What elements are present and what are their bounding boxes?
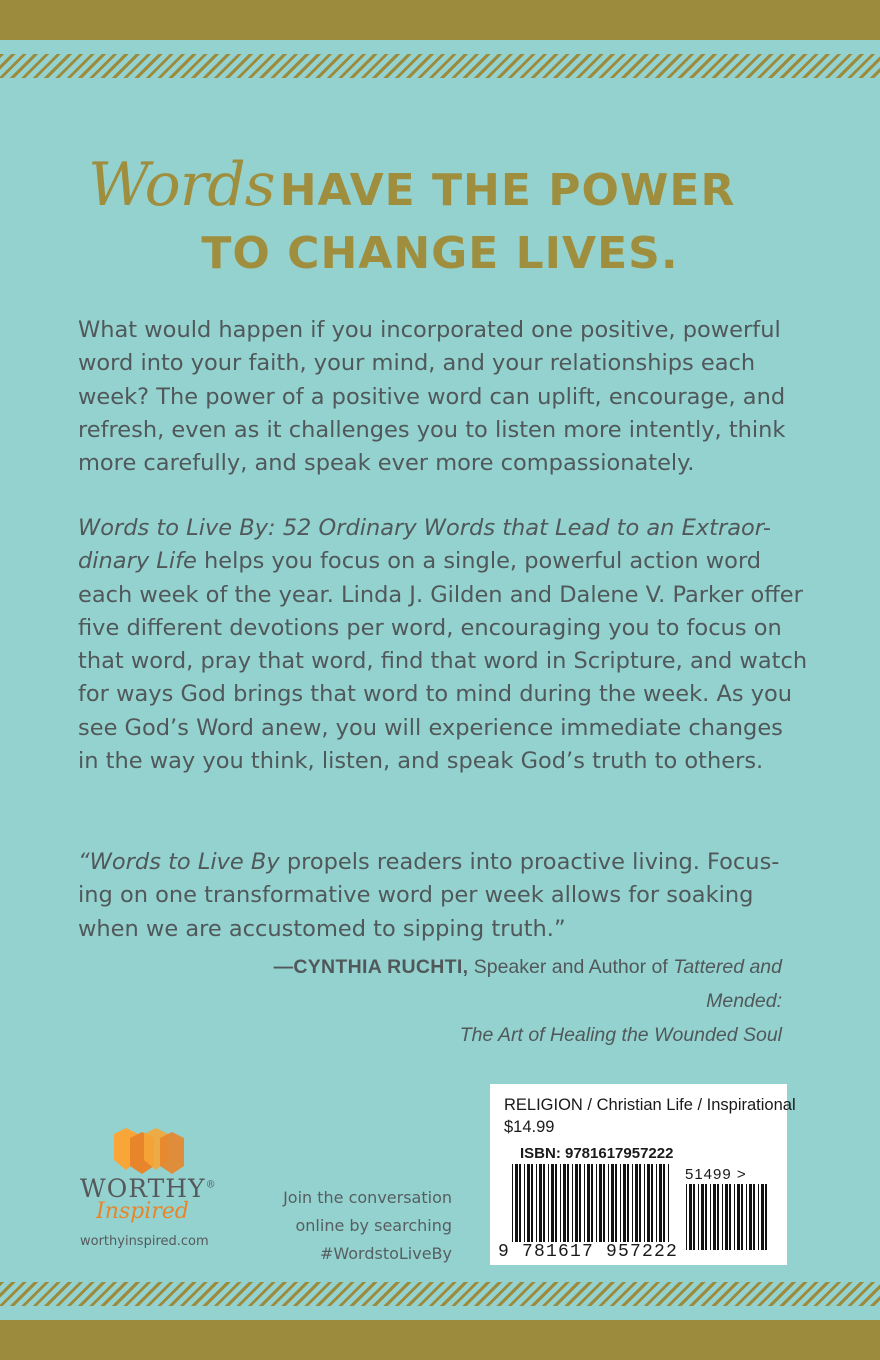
isbn-label: ISBN: 9781617957222 — [520, 1145, 674, 1162]
barcode-bar — [765, 1184, 767, 1250]
barcode-bar — [644, 1164, 645, 1242]
headline-line-1-caps: HAVE THE POWER — [279, 165, 736, 216]
barcode-bar — [596, 1164, 597, 1242]
social-callout — [240, 1184, 452, 1268]
barcode-bar — [627, 1164, 629, 1242]
barcode-bar — [519, 1164, 521, 1242]
ean-barcode — [512, 1164, 672, 1242]
barcode-bar — [698, 1184, 699, 1250]
bisac-category: RELIGION / Christian Life / Inspirational — [504, 1096, 796, 1114]
barcode-bar — [587, 1164, 590, 1242]
barcode-bar — [623, 1164, 626, 1242]
barcode-bar — [539, 1164, 542, 1242]
barcode-bar — [651, 1164, 653, 1242]
barcode-bar — [543, 1164, 545, 1242]
bottom-gold-band — [0, 1320, 880, 1360]
barcode-bar — [620, 1164, 621, 1242]
barcode-bar — [560, 1164, 561, 1242]
barcode-bar — [603, 1164, 605, 1242]
barcode-bar — [584, 1164, 585, 1242]
barcode-bar — [753, 1184, 755, 1250]
barcode-bar — [515, 1164, 518, 1242]
description-paragraph-1: What would happen if you incorporated one positive, powerful word into your faith, your mind, and your relationships each week? The power of a positive word can uplift, encourage, and refresh, even as it challenges you to listen more intently, think more carefully, and speak ever more compassionately. — [78, 317, 786, 477]
attribution-line-2 — [200, 1018, 782, 1052]
barcode-bar — [599, 1164, 602, 1242]
barcode-bar — [725, 1184, 728, 1250]
barcode-bar — [737, 1184, 740, 1250]
barcode-bar — [524, 1164, 525, 1242]
endorsement-quote — [78, 846, 808, 946]
barcode-bar — [746, 1184, 747, 1250]
endorser-book-title-2: The Art of Healing the Wounded Soul — [459, 1024, 782, 1046]
top-gold-band — [0, 0, 880, 40]
barcode-bar — [512, 1164, 513, 1242]
barcode-bar — [615, 1164, 617, 1242]
bottom-stripe-border — [0, 1282, 880, 1306]
barcode-bar — [686, 1184, 687, 1250]
description-paragraph-2 — [78, 512, 808, 778]
headline-line-1 — [88, 150, 828, 230]
barcode-bar — [575, 1164, 578, 1242]
barcode-bar — [663, 1164, 665, 1242]
headline-script-word: Words — [88, 150, 275, 220]
endorser-name: —CYNTHIA RUCHTI, — [273, 956, 469, 978]
endorsement-quote-text: propels readers into proactive living. Focus-ing on one transformative word per week allows for soaking when we are accustomed to sipping truth.” — [78, 849, 780, 942]
endorser-book-title-1: Tattered and Mended: — [673, 956, 782, 1012]
barcode-bar — [758, 1184, 759, 1250]
registered-mark: ® — [205, 1179, 217, 1191]
barcode-bar — [551, 1164, 554, 1242]
barcode-bar — [693, 1184, 695, 1250]
barcode-bar — [741, 1184, 743, 1250]
barcode-bar — [749, 1184, 752, 1250]
barcode-bar — [555, 1164, 557, 1242]
barcode-bar — [579, 1164, 581, 1242]
top-stripe-border — [0, 54, 880, 78]
barcode-bar — [710, 1184, 711, 1250]
publisher-script: Inspired — [96, 1199, 189, 1224]
publisher-name-text: WORTHY — [80, 1174, 206, 1203]
barcode-bar — [536, 1164, 537, 1242]
barcode-panel — [490, 1084, 796, 1265]
endorsement-quote-title: “Words to Live By — [78, 849, 280, 875]
price: $14.99 — [504, 1118, 555, 1136]
barcode-bar — [639, 1164, 641, 1242]
barcode-bar — [717, 1184, 719, 1250]
barcode-bar — [656, 1164, 657, 1242]
barcode-bar — [722, 1184, 723, 1250]
publisher-logo — [80, 1124, 230, 1249]
headline-line-2: TO CHANGE LIVES. — [201, 228, 679, 279]
barcode-bar — [527, 1164, 530, 1242]
social-line-1: Join the conversation — [283, 1188, 452, 1207]
addon-number: 51499 > — [685, 1166, 747, 1183]
social-hashtag: #WordstoLiveBy — [319, 1244, 452, 1263]
book-title-italic: Words to Live By: 52 Ordinary Words that Lead to an Extraor-dinary Life — [78, 515, 771, 575]
endorser-role: Speaker and Author of — [468, 956, 674, 978]
barcode-bar — [591, 1164, 593, 1242]
publisher-url: worthyinspired.com — [80, 1234, 209, 1249]
barcode-bar — [734, 1184, 735, 1250]
social-line-2: online by searching — [295, 1216, 452, 1235]
barcode-bar — [572, 1164, 573, 1242]
barcode-bar — [647, 1164, 650, 1242]
barcode-bar — [713, 1184, 716, 1250]
barcode-digits: 9 781617 957222 — [498, 1242, 679, 1262]
barcode-bar — [635, 1164, 638, 1242]
barcode-bar — [729, 1184, 731, 1250]
barcode-bar — [668, 1164, 669, 1242]
barcode-bar — [531, 1164, 533, 1242]
barcode-bar — [608, 1164, 609, 1242]
barcode-bar — [563, 1164, 566, 1242]
barcode-bar — [567, 1164, 569, 1242]
barcode-bar — [701, 1184, 704, 1250]
barcode-bar — [659, 1164, 662, 1242]
publisher-logo-icon — [114, 1124, 194, 1174]
attribution-line-1 — [200, 950, 782, 1018]
barcode-bar — [705, 1184, 707, 1250]
barcode-bar — [611, 1164, 614, 1242]
paragraph-2-text: helps you focus on a single, powerful action word each week of the year. Linda J. Gilden and Dalene V. Parker offer five different devotions per word, encouraging you to focus on that word, pray that word, find that word in Scripture, and watch for ways God brings that word to mind during the week. As you see God’s Word anew, you will experience immediate changes in the way you think, listen, and speak God’s truth to others. — [78, 548, 808, 775]
barcode-bar — [761, 1184, 764, 1250]
endorsement-attribution — [200, 950, 782, 1052]
barcode-bar — [689, 1184, 692, 1250]
barcode-bar — [548, 1164, 549, 1242]
addon-barcode — [686, 1184, 768, 1250]
barcode-bar — [632, 1164, 633, 1242]
